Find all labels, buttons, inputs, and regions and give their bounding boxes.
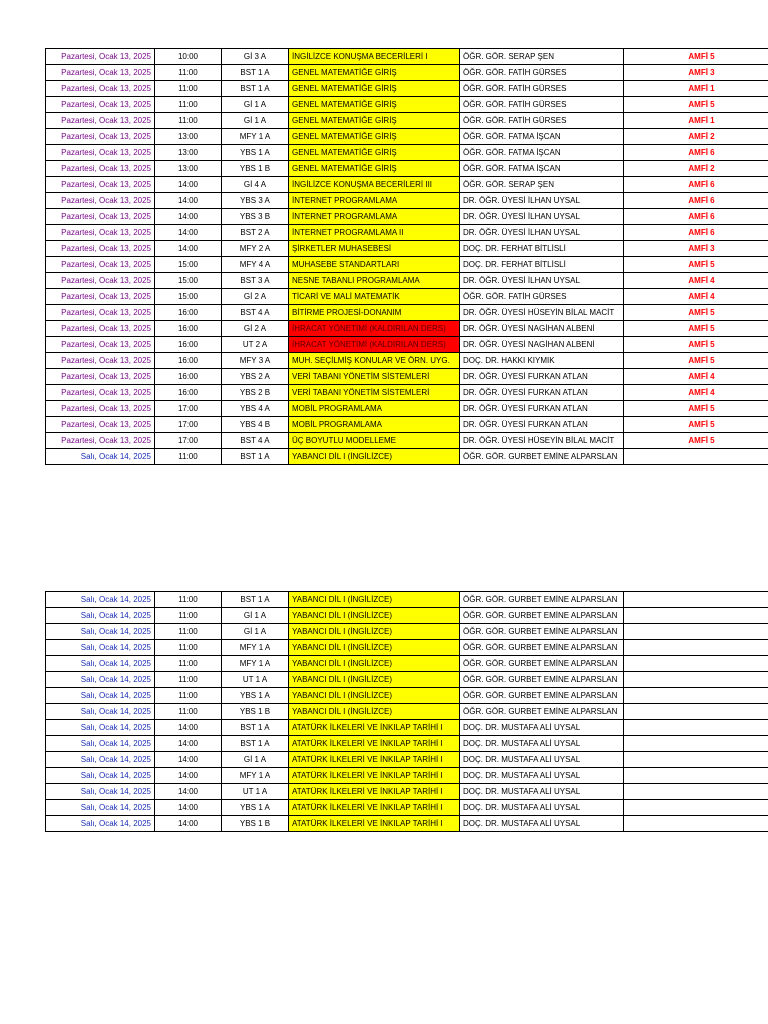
date-cell: Salı, Ocak 14, 2025 <box>46 624 155 640</box>
room-cell: AMFİ 5 <box>624 321 768 337</box>
group-cell: BST 1 A <box>222 736 289 752</box>
group-cell: MFY 2 A <box>222 241 289 257</box>
room-cell: AMFİ 2 <box>624 129 768 145</box>
group-cell: BST 4 A <box>222 305 289 321</box>
instructor-cell: DOÇ. DR. HAKKI KIYMIK <box>460 353 624 369</box>
table-row <box>46 704 768 720</box>
table-row <box>46 433 768 449</box>
group-cell: BST 1 A <box>222 720 289 736</box>
room-cell: AMFİ 5 <box>624 337 768 353</box>
date-cell: Salı, Ocak 14, 2025 <box>46 768 155 784</box>
table-row <box>46 193 768 209</box>
course-cell: YABANCI DİL I (İNGİLİZCE) <box>289 608 460 624</box>
instructor-cell: ÖĞR. GÖR. FATİH GÜRSES <box>460 97 624 113</box>
table-row <box>46 449 768 465</box>
course-cell: YABANCI DİL I (İNGİLİZCE) <box>289 672 460 688</box>
date-cell: Pazartesi, Ocak 13, 2025 <box>46 353 155 369</box>
date-cell: Pazartesi, Ocak 13, 2025 <box>46 225 155 241</box>
date-cell: Pazartesi, Ocak 13, 2025 <box>46 97 155 113</box>
course-cell: YABANCI DİL I (İNGİLİZCE) <box>289 624 460 640</box>
date-cell: Salı, Ocak 14, 2025 <box>46 608 155 624</box>
table-row <box>46 592 768 608</box>
time-cell: 16:00 <box>155 385 222 401</box>
course-cell: VERİ TABANI YÖNETİM SİSTEMLERİ <box>289 385 460 401</box>
room-cell: AMFİ 5 <box>624 49 768 65</box>
date-cell: Pazartesi, Ocak 13, 2025 <box>46 369 155 385</box>
course-cell: ŞİRKETLER MUHASEBESİ <box>289 241 460 257</box>
course-cell: TİCARİ VE MALİ MATEMATİK <box>289 289 460 305</box>
course-cell: GENEL MATEMATİĞE GİRİŞ <box>289 81 460 97</box>
instructor-cell: ÖĞR. GÖR. SERAP ŞEN <box>460 49 624 65</box>
time-cell: 16:00 <box>155 337 222 353</box>
time-cell: 16:00 <box>155 305 222 321</box>
table-row <box>46 800 768 816</box>
group-cell: UT 2 A <box>222 337 289 353</box>
room-cell: AMFİ 6 <box>624 145 768 161</box>
room-cell <box>624 608 768 624</box>
group-cell: MFY 1 A <box>222 656 289 672</box>
course-cell: ATATÜRK İLKELERİ VE İNKILAP TARİHİ I <box>289 784 460 800</box>
table-row <box>46 145 768 161</box>
group-cell: YBS 3 A <box>222 193 289 209</box>
time-cell: 11:00 <box>155 449 222 465</box>
room-cell <box>624 720 768 736</box>
table-row <box>46 321 768 337</box>
room-cell: AMFİ 4 <box>624 289 768 305</box>
instructor-cell: ÖĞR. GÖR. GURBET EMİNE ALPARSLAN <box>460 592 624 608</box>
table-row <box>46 49 768 65</box>
date-cell: Pazartesi, Ocak 13, 2025 <box>46 337 155 353</box>
instructor-cell: DR. ÖĞR. ÜYESİ HÜSEYİN BİLAL MACİT <box>460 433 624 449</box>
course-cell: ATATÜRK İLKELERİ VE İNKILAP TARİHİ I <box>289 736 460 752</box>
date-cell: Pazartesi, Ocak 13, 2025 <box>46 433 155 449</box>
instructor-cell: DOÇ. DR. MUSTAFA ALİ UYSAL <box>460 752 624 768</box>
room-cell <box>624 592 768 608</box>
room-cell <box>624 688 768 704</box>
date-cell: Salı, Ocak 14, 2025 <box>46 800 155 816</box>
room-cell <box>624 816 768 832</box>
date-cell: Pazartesi, Ocak 13, 2025 <box>46 321 155 337</box>
course-cell: BİTİRME PROJESİ-DONANIM <box>289 305 460 321</box>
course-cell: GENEL MATEMATİĞE GİRİŞ <box>289 65 460 81</box>
room-cell: AMFİ 5 <box>624 417 768 433</box>
course-cell: YABANCI DİL I (İNGİLİZCE) <box>289 592 460 608</box>
course-cell: GENEL MATEMATİĞE GİRİŞ <box>289 145 460 161</box>
room-cell: AMFİ 6 <box>624 193 768 209</box>
room-cell: AMFİ 5 <box>624 433 768 449</box>
time-cell: 14:00 <box>155 816 222 832</box>
table-row <box>46 273 768 289</box>
room-cell <box>624 704 768 720</box>
course-cell: MUHASEBE STANDARTLARI <box>289 257 460 273</box>
course-cell: İNGİLİZCE KONUŞMA BECERİLERİ I <box>289 49 460 65</box>
table-row <box>46 784 768 800</box>
time-cell: 15:00 <box>155 273 222 289</box>
time-cell: 14:00 <box>155 225 222 241</box>
table-row <box>46 305 768 321</box>
table-row <box>46 736 768 752</box>
course-cell: ATATÜRK İLKELERİ VE İNKILAP TARİHİ I <box>289 800 460 816</box>
room-cell <box>624 768 768 784</box>
time-cell: 15:00 <box>155 257 222 273</box>
instructor-cell: DR. ÖĞR. ÜYESİ İLHAN UYSAL <box>460 209 624 225</box>
course-cell: İNTERNET PROGRAMLAMA <box>289 209 460 225</box>
group-cell: MFY 3 A <box>222 353 289 369</box>
time-cell: 17:00 <box>155 401 222 417</box>
instructor-cell: DOÇ. DR. MUSTAFA ALİ UYSAL <box>460 768 624 784</box>
room-cell: AMFİ 6 <box>624 177 768 193</box>
date-cell: Pazartesi, Ocak 13, 2025 <box>46 113 155 129</box>
group-cell: Gİ 1 A <box>222 752 289 768</box>
time-cell: 11:00 <box>155 592 222 608</box>
group-cell: BST 1 A <box>222 81 289 97</box>
course-cell: ATATÜRK İLKELERİ VE İNKILAP TARİHİ I <box>289 720 460 736</box>
group-cell: YBS 1 B <box>222 704 289 720</box>
instructor-cell: DOÇ. DR. MUSTAFA ALİ UYSAL <box>460 784 624 800</box>
table-row <box>46 816 768 832</box>
table-row <box>46 353 768 369</box>
date-cell: Pazartesi, Ocak 13, 2025 <box>46 305 155 321</box>
time-cell: 11:00 <box>155 624 222 640</box>
date-cell: Salı, Ocak 14, 2025 <box>46 736 155 752</box>
table-row <box>46 81 768 97</box>
course-cell: İHRACAT YÖNETİMİ (KALDIRILAN DERS) <box>289 321 460 337</box>
group-cell: Gİ 1 A <box>222 608 289 624</box>
date-cell: Pazartesi, Ocak 13, 2025 <box>46 385 155 401</box>
date-cell: Pazartesi, Ocak 13, 2025 <box>46 273 155 289</box>
time-cell: 16:00 <box>155 321 222 337</box>
room-cell: AMFİ 1 <box>624 113 768 129</box>
room-cell: AMFİ 3 <box>624 241 768 257</box>
course-cell: İNTERNET PROGRAMLAMA <box>289 193 460 209</box>
room-cell <box>624 800 768 816</box>
course-cell: GENEL MATEMATİĞE GİRİŞ <box>289 161 460 177</box>
course-cell: GENEL MATEMATİĞE GİRİŞ <box>289 97 460 113</box>
date-cell: Salı, Ocak 14, 2025 <box>46 752 155 768</box>
course-cell: MUH. SEÇİLMİŞ KONULAR VE ÖRN. UYG. <box>289 353 460 369</box>
time-cell: 14:00 <box>155 752 222 768</box>
room-cell <box>624 672 768 688</box>
date-cell: Pazartesi, Ocak 13, 2025 <box>46 65 155 81</box>
date-cell: Pazartesi, Ocak 13, 2025 <box>46 81 155 97</box>
instructor-cell: ÖĞR. GÖR. SERAP ŞEN <box>460 177 624 193</box>
group-cell: BST 1 A <box>222 65 289 81</box>
group-cell: UT 1 A <box>222 672 289 688</box>
time-cell: 15:00 <box>155 289 222 305</box>
date-cell: Salı, Ocak 14, 2025 <box>46 592 155 608</box>
course-cell: YABANCI DİL I (İNGİLİZCE) <box>289 688 460 704</box>
date-cell: Pazartesi, Ocak 13, 2025 <box>46 417 155 433</box>
group-cell: BST 3 A <box>222 273 289 289</box>
date-cell: Salı, Ocak 14, 2025 <box>46 688 155 704</box>
table-row <box>46 225 768 241</box>
course-cell: GENEL MATEMATİĞE GİRİŞ <box>289 129 460 145</box>
course-cell: ATATÜRK İLKELERİ VE İNKILAP TARİHİ I <box>289 816 460 832</box>
time-cell: 14:00 <box>155 800 222 816</box>
course-cell: MOBİL PROGRAMLAMA <box>289 401 460 417</box>
table-body <box>46 49 768 465</box>
date-cell: Pazartesi, Ocak 13, 2025 <box>46 129 155 145</box>
table-row <box>46 257 768 273</box>
group-cell: BST 2 A <box>222 225 289 241</box>
time-cell: 13:00 <box>155 145 222 161</box>
time-cell: 11:00 <box>155 97 222 113</box>
time-cell: 13:00 <box>155 161 222 177</box>
instructor-cell: ÖĞR. GÖR. GURBET EMİNE ALPARSLAN <box>460 704 624 720</box>
group-cell: MFY 1 A <box>222 129 289 145</box>
group-cell: Gİ 1 A <box>222 113 289 129</box>
instructor-cell: DR. ÖĞR. ÜYESİ FURKAN ATLAN <box>460 401 624 417</box>
instructor-cell: ÖĞR. GÖR. GURBET EMİNE ALPARSLAN <box>460 672 624 688</box>
course-cell: NESNE TABANLI PROGRAMLAMA <box>289 273 460 289</box>
room-cell <box>624 752 768 768</box>
date-cell: Pazartesi, Ocak 13, 2025 <box>46 145 155 161</box>
course-cell: İNTERNET PROGRAMLAMA II <box>289 225 460 241</box>
time-cell: 16:00 <box>155 353 222 369</box>
table-body <box>46 592 768 832</box>
table-row <box>46 209 768 225</box>
course-cell: İHRACAT YÖNETİMİ (KALDIRILAN DERS) <box>289 337 460 353</box>
group-cell: BST 1 A <box>222 592 289 608</box>
group-cell: Gİ 1 A <box>222 624 289 640</box>
instructor-cell: ÖĞR. GÖR. FATİH GÜRSES <box>460 289 624 305</box>
time-cell: 14:00 <box>155 193 222 209</box>
table-row <box>46 624 768 640</box>
instructor-cell: ÖĞR. GÖR. FATİH GÜRSES <box>460 81 624 97</box>
table-row <box>46 65 768 81</box>
table-row <box>46 720 768 736</box>
course-cell: YABANCI DİL I (İNGİLİZCE) <box>289 656 460 672</box>
instructor-cell: ÖĞR. GÖR. FATMA İŞCAN <box>460 129 624 145</box>
group-cell: MFY 1 A <box>222 768 289 784</box>
time-cell: 14:00 <box>155 768 222 784</box>
course-cell: MOBİL PROGRAMLAMA <box>289 417 460 433</box>
table-row <box>46 640 768 656</box>
group-cell: MFY 4 A <box>222 257 289 273</box>
instructor-cell: ÖĞR. GÖR. GURBET EMİNE ALPARSLAN <box>460 449 624 465</box>
instructor-cell: DR. ÖĞR. ÜYESİ İLHAN UYSAL <box>460 225 624 241</box>
room-cell: AMFİ 6 <box>624 225 768 241</box>
date-cell: Salı, Ocak 14, 2025 <box>46 640 155 656</box>
group-cell: YBS 4 B <box>222 417 289 433</box>
instructor-cell: DOÇ. DR. MUSTAFA ALİ UYSAL <box>460 816 624 832</box>
table-row <box>46 752 768 768</box>
instructor-cell: ÖĞR. GÖR. FATMA İŞCAN <box>460 145 624 161</box>
table-row <box>46 608 768 624</box>
time-cell: 13:00 <box>155 129 222 145</box>
instructor-cell: DR. ÖĞR. ÜYESİ HÜSEYİN BİLAL MACİT <box>460 305 624 321</box>
room-cell <box>624 784 768 800</box>
instructor-cell: ÖĞR. GÖR. FATİH GÜRSES <box>460 113 624 129</box>
table-row <box>46 401 768 417</box>
group-cell: Gİ 3 A <box>222 49 289 65</box>
group-cell: MFY 1 A <box>222 640 289 656</box>
instructor-cell: DR. ÖĞR. ÜYESİ FURKAN ATLAN <box>460 369 624 385</box>
table-row <box>46 241 768 257</box>
instructor-cell: DR. ÖĞR. ÜYESİ NAGİHAN ALBENİ <box>460 321 624 337</box>
room-cell <box>624 624 768 640</box>
table-row <box>46 113 768 129</box>
room-cell: AMFİ 3 <box>624 65 768 81</box>
table-row <box>46 672 768 688</box>
date-cell: Pazartesi, Ocak 13, 2025 <box>46 161 155 177</box>
date-cell: Salı, Ocak 14, 2025 <box>46 449 155 465</box>
date-cell: Pazartesi, Ocak 13, 2025 <box>46 289 155 305</box>
instructor-cell: DR. ÖĞR. ÜYESİ İLHAN UYSAL <box>460 273 624 289</box>
instructor-cell: DR. ÖĞR. ÜYESİ İLHAN UYSAL <box>460 193 624 209</box>
group-cell: YBS 1 B <box>222 816 289 832</box>
time-cell: 14:00 <box>155 720 222 736</box>
time-cell: 10:00 <box>155 49 222 65</box>
room-cell: AMFİ 6 <box>624 209 768 225</box>
instructor-cell: ÖĞR. GÖR. FATİH GÜRSES <box>460 65 624 81</box>
time-cell: 11:00 <box>155 65 222 81</box>
date-cell: Salı, Ocak 14, 2025 <box>46 784 155 800</box>
instructor-cell: DR. ÖĞR. ÜYESİ FURKAN ATLAN <box>460 417 624 433</box>
group-cell: Gİ 2 A <box>222 321 289 337</box>
time-cell: 14:00 <box>155 177 222 193</box>
course-cell: İNGİLİZCE KONUŞMA BECERİLERİ III <box>289 177 460 193</box>
instructor-cell: ÖĞR. GÖR. GURBET EMİNE ALPARSLAN <box>460 656 624 672</box>
room-cell: AMFİ 1 <box>624 81 768 97</box>
instructor-cell: DOÇ. DR. FERHAT BİTLİSLİ <box>460 241 624 257</box>
instructor-cell: DOÇ. DR. FERHAT BİTLİSLİ <box>460 257 624 273</box>
instructor-cell: DOÇ. DR. MUSTAFA ALİ UYSAL <box>460 736 624 752</box>
instructor-cell: ÖĞR. GÖR. FATMA İŞCAN <box>460 161 624 177</box>
group-cell: Gİ 4 A <box>222 177 289 193</box>
room-cell: AMFİ 2 <box>624 161 768 177</box>
table-row <box>46 97 768 113</box>
date-cell: Salı, Ocak 14, 2025 <box>46 656 155 672</box>
course-cell: YABANCI DİL I (İNGİLİZCE) <box>289 704 460 720</box>
date-cell: Pazartesi, Ocak 13, 2025 <box>46 193 155 209</box>
group-cell: UT 1 A <box>222 784 289 800</box>
table-row <box>46 177 768 193</box>
room-cell: AMFİ 5 <box>624 305 768 321</box>
group-cell: YBS 4 A <box>222 401 289 417</box>
table-row <box>46 385 768 401</box>
table-row <box>46 417 768 433</box>
group-cell: Gİ 2 A <box>222 289 289 305</box>
time-cell: 11:00 <box>155 113 222 129</box>
date-cell: Salı, Ocak 14, 2025 <box>46 704 155 720</box>
table-row <box>46 688 768 704</box>
table-row <box>46 369 768 385</box>
room-cell: AMFİ 4 <box>624 273 768 289</box>
room-cell: AMFİ 5 <box>624 401 768 417</box>
room-cell <box>624 656 768 672</box>
room-cell: AMFİ 4 <box>624 369 768 385</box>
instructor-cell: ÖĞR. GÖR. GURBET EMİNE ALPARSLAN <box>460 688 624 704</box>
time-cell: 11:00 <box>155 640 222 656</box>
course-cell: ÜÇ BOYUTLU MODELLEME <box>289 433 460 449</box>
table-row <box>46 768 768 784</box>
time-cell: 14:00 <box>155 736 222 752</box>
time-cell: 14:00 <box>155 209 222 225</box>
time-cell: 11:00 <box>155 688 222 704</box>
room-cell <box>624 449 768 465</box>
date-cell: Pazartesi, Ocak 13, 2025 <box>46 177 155 193</box>
group-cell: YBS 1 A <box>222 145 289 161</box>
group-cell: BST 1 A <box>222 449 289 465</box>
instructor-cell: DOÇ. DR. MUSTAFA ALİ UYSAL <box>460 720 624 736</box>
group-cell: YBS 1 A <box>222 688 289 704</box>
time-cell: 14:00 <box>155 241 222 257</box>
instructor-cell: ÖĞR. GÖR. GURBET EMİNE ALPARSLAN <box>460 640 624 656</box>
instructor-cell: DOÇ. DR. MUSTAFA ALİ UYSAL <box>460 800 624 816</box>
time-cell: 17:00 <box>155 417 222 433</box>
table-row <box>46 129 768 145</box>
time-cell: 11:00 <box>155 81 222 97</box>
date-cell: Pazartesi, Ocak 13, 2025 <box>46 257 155 273</box>
group-cell: YBS 3 B <box>222 209 289 225</box>
course-cell: YABANCI DİL I (İNGİLİZCE) <box>289 640 460 656</box>
time-cell: 16:00 <box>155 369 222 385</box>
date-cell: Pazartesi, Ocak 13, 2025 <box>46 241 155 257</box>
instructor-cell: ÖĞR. GÖR. GURBET EMİNE ALPARSLAN <box>460 608 624 624</box>
course-cell: VERİ TABANI YÖNETİM SİSTEMLERİ <box>289 369 460 385</box>
room-cell: AMFİ 4 <box>624 385 768 401</box>
exam-schedule-table-2 <box>45 591 768 832</box>
group-cell: YBS 2 B <box>222 385 289 401</box>
instructor-cell: DR. ÖĞR. ÜYESİ FURKAN ATLAN <box>460 385 624 401</box>
time-cell: 11:00 <box>155 704 222 720</box>
room-cell: AMFİ 5 <box>624 97 768 113</box>
course-cell: ATATÜRK İLKELERİ VE İNKILAP TARİHİ I <box>289 752 460 768</box>
instructor-cell: DR. ÖĞR. ÜYESİ NAGİHAN ALBENİ <box>460 337 624 353</box>
time-cell: 14:00 <box>155 784 222 800</box>
table-row <box>46 289 768 305</box>
room-cell <box>624 640 768 656</box>
table-row <box>46 161 768 177</box>
date-cell: Salı, Ocak 14, 2025 <box>46 816 155 832</box>
date-cell: Pazartesi, Ocak 13, 2025 <box>46 209 155 225</box>
course-cell: GENEL MATEMATİĞE GİRİŞ <box>289 113 460 129</box>
table-row <box>46 656 768 672</box>
group-cell: Gİ 1 A <box>222 97 289 113</box>
room-cell <box>624 736 768 752</box>
time-cell: 11:00 <box>155 672 222 688</box>
course-cell: YABANCI DİL I (İNGİLİZCE) <box>289 449 460 465</box>
date-cell: Salı, Ocak 14, 2025 <box>46 720 155 736</box>
group-cell: YBS 1 B <box>222 161 289 177</box>
group-cell: YBS 1 A <box>222 800 289 816</box>
group-cell: YBS 2 A <box>222 369 289 385</box>
date-cell: Salı, Ocak 14, 2025 <box>46 672 155 688</box>
time-cell: 17:00 <box>155 433 222 449</box>
table-row <box>46 337 768 353</box>
date-cell: Pazartesi, Ocak 13, 2025 <box>46 49 155 65</box>
room-cell: AMFİ 5 <box>624 353 768 369</box>
group-cell: BST 4 A <box>222 433 289 449</box>
course-cell: ATATÜRK İLKELERİ VE İNKILAP TARİHİ I <box>289 768 460 784</box>
instructor-cell: ÖĞR. GÖR. GURBET EMİNE ALPARSLAN <box>460 624 624 640</box>
time-cell: 11:00 <box>155 656 222 672</box>
date-cell: Pazartesi, Ocak 13, 2025 <box>46 401 155 417</box>
exam-schedule-table-1 <box>45 48 768 465</box>
time-cell: 11:00 <box>155 608 222 624</box>
room-cell: AMFİ 5 <box>624 257 768 273</box>
